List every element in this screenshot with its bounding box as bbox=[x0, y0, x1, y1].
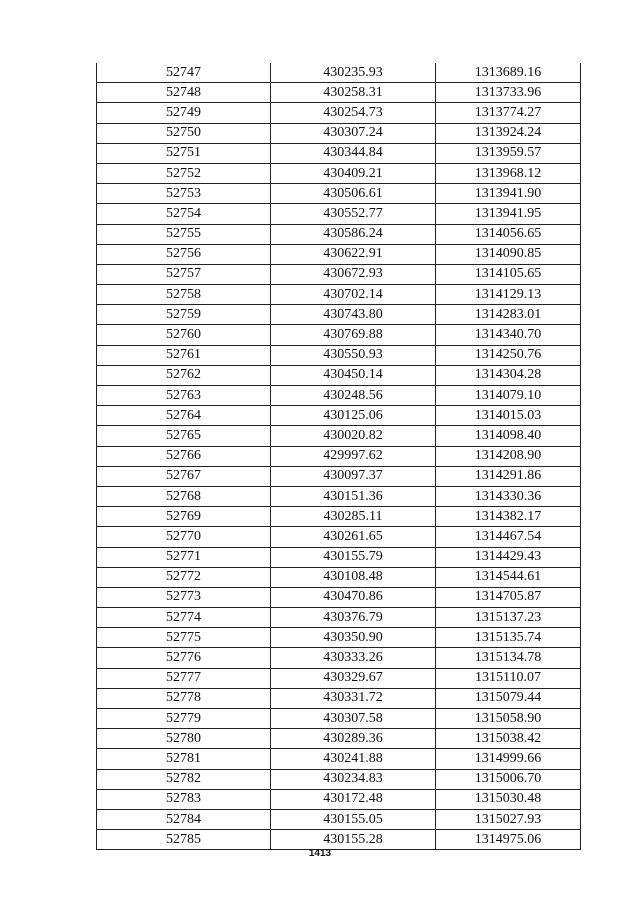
point-id-cell: 52767 bbox=[97, 466, 271, 486]
table-row bbox=[97, 446, 581, 466]
table-row bbox=[97, 628, 581, 648]
point-id-cell: 52753 bbox=[97, 184, 271, 204]
point-id-cell: 52784 bbox=[97, 809, 271, 829]
point-id-cell: 52759 bbox=[97, 305, 271, 325]
table-row bbox=[97, 830, 581, 850]
x-coordinate-cell: 430289.36 bbox=[271, 729, 436, 749]
table-row bbox=[97, 567, 581, 587]
x-coordinate-cell: 430552.77 bbox=[271, 204, 436, 224]
table-row bbox=[97, 486, 581, 506]
table-row bbox=[97, 285, 581, 305]
point-id-cell: 52776 bbox=[97, 648, 271, 668]
y-coordinate-cell: 1315058.90 bbox=[436, 709, 581, 729]
point-id-cell: 52781 bbox=[97, 749, 271, 769]
x-coordinate-cell: 430743.80 bbox=[271, 305, 436, 325]
x-coordinate-cell: 430285.11 bbox=[271, 507, 436, 527]
coordinates-table-body bbox=[97, 63, 581, 850]
x-coordinate-cell: 430108.48 bbox=[271, 567, 436, 587]
y-coordinate-cell: 1315137.23 bbox=[436, 608, 581, 628]
table-row bbox=[97, 466, 581, 486]
point-id-cell: 52762 bbox=[97, 365, 271, 385]
x-coordinate-cell: 430020.82 bbox=[271, 426, 436, 446]
table-row bbox=[97, 143, 581, 163]
table-row bbox=[97, 345, 581, 365]
x-coordinate-cell: 430172.48 bbox=[271, 789, 436, 809]
y-coordinate-cell: 1314429.43 bbox=[436, 547, 581, 567]
point-id-cell: 52755 bbox=[97, 224, 271, 244]
table-row bbox=[97, 224, 581, 244]
x-coordinate-cell: 430155.79 bbox=[271, 547, 436, 567]
x-coordinate-cell: 430235.93 bbox=[271, 63, 436, 83]
point-id-cell: 52764 bbox=[97, 406, 271, 426]
table-row bbox=[97, 184, 581, 204]
y-coordinate-cell: 1313774.27 bbox=[436, 103, 581, 123]
x-coordinate-cell: 430672.93 bbox=[271, 264, 436, 284]
x-coordinate-cell: 430350.90 bbox=[271, 628, 436, 648]
table-row bbox=[97, 688, 581, 708]
table-row bbox=[97, 809, 581, 829]
table-row bbox=[97, 709, 581, 729]
table-row bbox=[97, 769, 581, 789]
x-coordinate-cell: 430450.14 bbox=[271, 365, 436, 385]
y-coordinate-cell: 1314340.70 bbox=[436, 325, 581, 345]
y-coordinate-cell: 1314105.65 bbox=[436, 264, 581, 284]
x-coordinate-cell: 430234.83 bbox=[271, 769, 436, 789]
point-id-cell: 52782 bbox=[97, 769, 271, 789]
y-coordinate-cell: 1313941.90 bbox=[436, 184, 581, 204]
coordinates-table bbox=[96, 63, 581, 850]
table-row bbox=[97, 729, 581, 749]
x-coordinate-cell: 430586.24 bbox=[271, 224, 436, 244]
x-coordinate-cell: 430344.84 bbox=[271, 143, 436, 163]
point-id-cell: 52763 bbox=[97, 386, 271, 406]
table-row bbox=[97, 668, 581, 688]
point-id-cell: 52758 bbox=[97, 285, 271, 305]
y-coordinate-cell: 1314544.61 bbox=[436, 567, 581, 587]
y-coordinate-cell: 1314304.28 bbox=[436, 365, 581, 385]
y-coordinate-cell: 1313941.95 bbox=[436, 204, 581, 224]
x-coordinate-cell: 430248.56 bbox=[271, 386, 436, 406]
point-id-cell: 52766 bbox=[97, 446, 271, 466]
point-id-cell: 52747 bbox=[97, 63, 271, 83]
point-id-cell: 52785 bbox=[97, 830, 271, 850]
table-row bbox=[97, 406, 581, 426]
point-id-cell: 52779 bbox=[97, 709, 271, 729]
table-row bbox=[97, 527, 581, 547]
point-id-cell: 52751 bbox=[97, 143, 271, 163]
table-row bbox=[97, 305, 581, 325]
x-coordinate-cell: 430307.24 bbox=[271, 123, 436, 143]
x-coordinate-cell: 430550.93 bbox=[271, 345, 436, 365]
point-id-cell: 52769 bbox=[97, 507, 271, 527]
x-coordinate-cell: 430470.86 bbox=[271, 587, 436, 607]
point-id-cell: 52770 bbox=[97, 527, 271, 547]
y-coordinate-cell: 1315134.78 bbox=[436, 648, 581, 668]
table-row bbox=[97, 365, 581, 385]
table-row bbox=[97, 648, 581, 668]
y-coordinate-cell: 1314283.01 bbox=[436, 305, 581, 325]
table-row bbox=[97, 325, 581, 345]
y-coordinate-cell: 1315110.07 bbox=[436, 668, 581, 688]
y-coordinate-cell: 1315030.48 bbox=[436, 789, 581, 809]
point-id-cell: 52778 bbox=[97, 688, 271, 708]
y-coordinate-cell: 1314705.87 bbox=[436, 587, 581, 607]
point-id-cell: 52774 bbox=[97, 608, 271, 628]
x-coordinate-cell: 430331.72 bbox=[271, 688, 436, 708]
x-coordinate-cell: 430125.06 bbox=[271, 406, 436, 426]
point-id-cell: 52760 bbox=[97, 325, 271, 345]
x-coordinate-cell: 430254.73 bbox=[271, 103, 436, 123]
x-coordinate-cell: 429997.62 bbox=[271, 446, 436, 466]
y-coordinate-cell: 1314330.36 bbox=[436, 486, 581, 506]
table-row bbox=[97, 264, 581, 284]
x-coordinate-cell: 430155.05 bbox=[271, 809, 436, 829]
x-coordinate-cell: 430261.65 bbox=[271, 527, 436, 547]
y-coordinate-cell: 1314015.03 bbox=[436, 406, 581, 426]
point-id-cell: 52748 bbox=[97, 83, 271, 103]
table-row bbox=[97, 204, 581, 224]
point-id-cell: 52757 bbox=[97, 264, 271, 284]
x-coordinate-cell: 430409.21 bbox=[271, 163, 436, 183]
x-coordinate-cell: 430376.79 bbox=[271, 608, 436, 628]
x-coordinate-cell: 430702.14 bbox=[271, 285, 436, 305]
x-coordinate-cell: 430155.28 bbox=[271, 830, 436, 850]
y-coordinate-cell: 1314975.06 bbox=[436, 830, 581, 850]
point-id-cell: 52761 bbox=[97, 345, 271, 365]
y-coordinate-cell: 1314291.86 bbox=[436, 466, 581, 486]
page-number: 1413 bbox=[308, 848, 332, 859]
x-coordinate-cell: 430506.61 bbox=[271, 184, 436, 204]
y-coordinate-cell: 1315038.42 bbox=[436, 729, 581, 749]
y-coordinate-cell: 1314129.13 bbox=[436, 285, 581, 305]
x-coordinate-cell: 430241.88 bbox=[271, 749, 436, 769]
x-coordinate-cell: 430307.58 bbox=[271, 709, 436, 729]
point-id-cell: 52771 bbox=[97, 547, 271, 567]
table-row bbox=[97, 608, 581, 628]
table-row bbox=[97, 244, 581, 264]
table-row bbox=[97, 426, 581, 446]
y-coordinate-cell: 1313959.57 bbox=[436, 143, 581, 163]
y-coordinate-cell: 1314079.10 bbox=[436, 386, 581, 406]
point-id-cell: 52777 bbox=[97, 668, 271, 688]
table-row bbox=[97, 507, 581, 527]
y-coordinate-cell: 1314999.66 bbox=[436, 749, 581, 769]
table-row bbox=[97, 123, 581, 143]
table-row bbox=[97, 163, 581, 183]
x-coordinate-cell: 430151.36 bbox=[271, 486, 436, 506]
point-id-cell: 52752 bbox=[97, 163, 271, 183]
table-row bbox=[97, 547, 581, 567]
table-row bbox=[97, 103, 581, 123]
y-coordinate-cell: 1313968.12 bbox=[436, 163, 581, 183]
point-id-cell: 52749 bbox=[97, 103, 271, 123]
point-id-cell: 52775 bbox=[97, 628, 271, 648]
point-id-cell: 52772 bbox=[97, 567, 271, 587]
point-id-cell: 52750 bbox=[97, 123, 271, 143]
y-coordinate-cell: 1315079.44 bbox=[436, 688, 581, 708]
point-id-cell: 52768 bbox=[97, 486, 271, 506]
point-id-cell: 52756 bbox=[97, 244, 271, 264]
x-coordinate-cell: 430329.67 bbox=[271, 668, 436, 688]
y-coordinate-cell: 1315006.70 bbox=[436, 769, 581, 789]
y-coordinate-cell: 1313733.96 bbox=[436, 83, 581, 103]
y-coordinate-cell: 1313924.24 bbox=[436, 123, 581, 143]
x-coordinate-cell: 430333.26 bbox=[271, 648, 436, 668]
table-row bbox=[97, 386, 581, 406]
table-row bbox=[97, 587, 581, 607]
y-coordinate-cell: 1314090.85 bbox=[436, 244, 581, 264]
point-id-cell: 52754 bbox=[97, 204, 271, 224]
table-row bbox=[97, 789, 581, 809]
y-coordinate-cell: 1314056.65 bbox=[436, 224, 581, 244]
point-id-cell: 52780 bbox=[97, 729, 271, 749]
table-row bbox=[97, 749, 581, 769]
x-coordinate-cell: 430622.91 bbox=[271, 244, 436, 264]
x-coordinate-cell: 430097.37 bbox=[271, 466, 436, 486]
point-id-cell: 52783 bbox=[97, 789, 271, 809]
table-row bbox=[97, 63, 581, 83]
y-coordinate-cell: 1315135.74 bbox=[436, 628, 581, 648]
y-coordinate-cell: 1314208.90 bbox=[436, 446, 581, 466]
y-coordinate-cell: 1314382.17 bbox=[436, 507, 581, 527]
table-row bbox=[97, 83, 581, 103]
x-coordinate-cell: 430258.31 bbox=[271, 83, 436, 103]
point-id-cell: 52765 bbox=[97, 426, 271, 446]
y-coordinate-cell: 1314467.54 bbox=[436, 527, 581, 547]
x-coordinate-cell: 430769.88 bbox=[271, 325, 436, 345]
y-coordinate-cell: 1314250.76 bbox=[436, 345, 581, 365]
y-coordinate-cell: 1314098.40 bbox=[436, 426, 581, 446]
y-coordinate-cell: 1315027.93 bbox=[436, 809, 581, 829]
point-id-cell: 52773 bbox=[97, 587, 271, 607]
y-coordinate-cell: 1313689.16 bbox=[436, 63, 581, 83]
